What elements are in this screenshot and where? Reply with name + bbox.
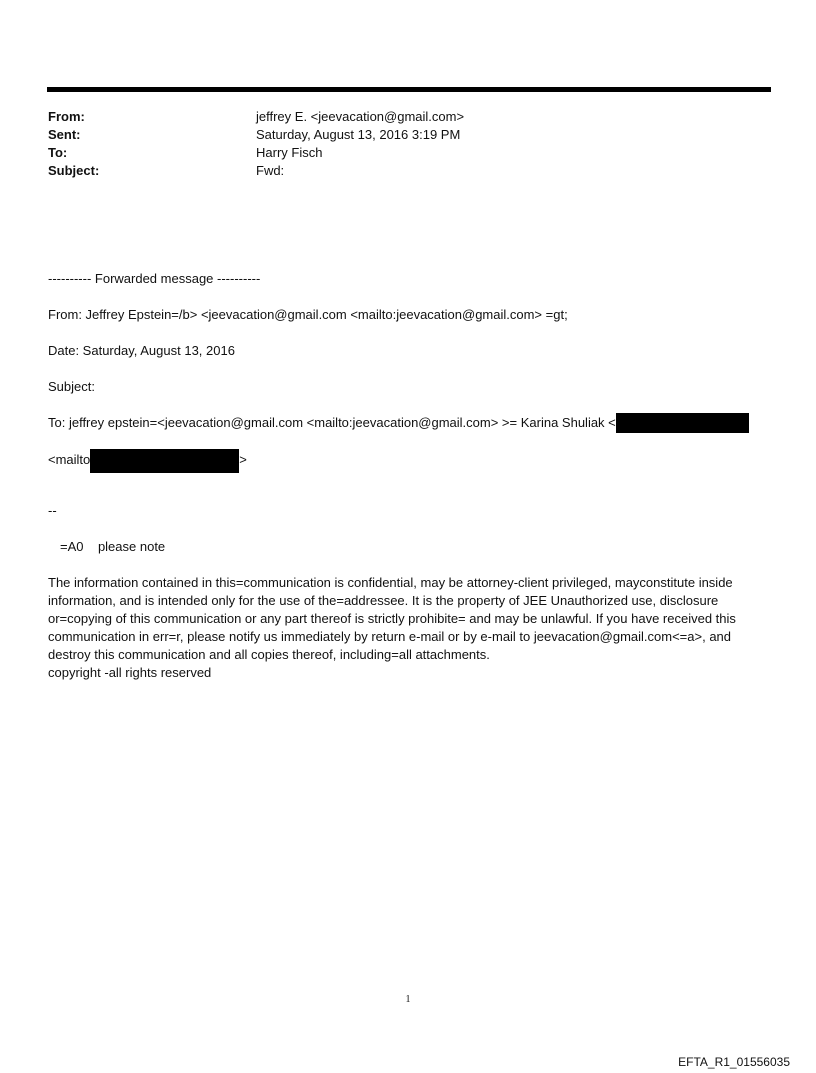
to-row [48, 144, 464, 162]
mailto-suffix: > [239, 452, 247, 467]
forwarded-subject-line: Subject: [48, 379, 95, 394]
forwarded-to-text: To: jeffrey epstein=<jeevacation@gmail.com <mailto:jeevacation@gmail.com> >= Karina Shuliak < [48, 415, 616, 430]
subject-value: Fwd: [256, 163, 285, 178]
from-row [48, 108, 464, 126]
copyright-text: copyright -all rights reserved [48, 665, 212, 680]
sent-value: Saturday, August 13, 2016 3:19 PM [256, 127, 461, 142]
redaction-block [90, 449, 239, 473]
sent-row [48, 126, 464, 144]
from-value: jeffrey E. <jeevacation@gmail.com> [256, 109, 465, 124]
to-value: Harry Fisch [256, 145, 323, 160]
email-header [48, 108, 464, 180]
forwarded-to-line [48, 414, 749, 433]
mailto-prefix: <mailto [48, 452, 91, 467]
redaction-block [616, 413, 749, 433]
subject-label: Subject: [48, 163, 100, 178]
forwarded-date-line: Date: Saturday, August 13, 2016 [48, 343, 235, 358]
document-id: EFTA_R1_01556035 [678, 1055, 790, 1069]
forwarded-from-line: From: Jeffrey Epstein=/b> <jeevacation@gmail.com <mailto:jeevacation@gmail.com> =gt; [48, 307, 568, 322]
disclaimer-text: The information contained in this=communication is confidential, may be attorney-client privileged, mayconstitute inside information, and is intended only for the use of the=addressee. It is the property of JEE Unauthorized use, disclosure or=copying of this communication or any part thereof is strictly prohibite= and may be unlawful. If you have received this communication in err=r, please notify us immediately by return e-mail or by e-mail to jeevacation@gmail.com<=a>, and destroy this communication and all copies thereof, including=all attachments. [48, 575, 736, 662]
subject-row [48, 162, 464, 180]
from-label: From: [48, 109, 85, 124]
forwarded-divider: ---------- Forwarded message ---------- [48, 271, 261, 286]
forwarded-message [48, 252, 749, 491]
page-number: 1 [405, 994, 411, 1005]
forwarded-mailto-line [48, 451, 749, 473]
signature-dashes: -- [48, 503, 57, 518]
disclaimer [48, 574, 770, 682]
signature-note: =A0 please note [60, 539, 166, 554]
to-label: To: [48, 145, 68, 160]
header-rule [47, 87, 771, 92]
sent-label: Sent: [48, 127, 81, 142]
